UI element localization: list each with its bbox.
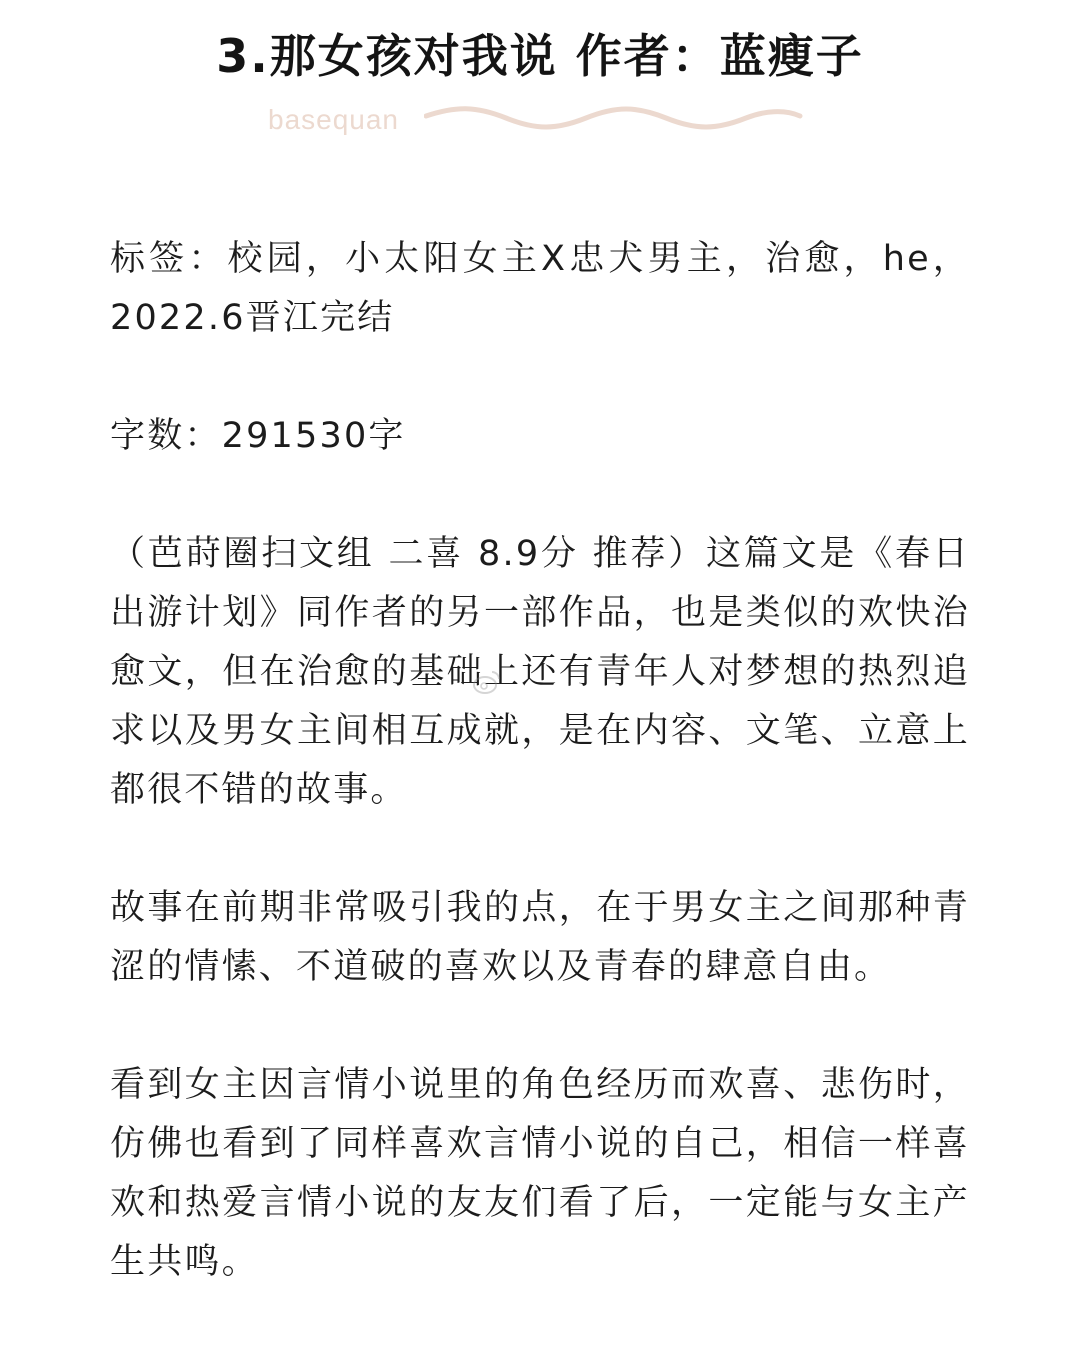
wave-decoration [424,104,804,138]
tags-paragraph: 标签：校园，小太阳女主X忠犬男主，治愈，he，2022.6晋江完结 [110,239,970,338]
brand-watermark: basequan [268,104,400,135]
page-title: 3.那女孩对我说 作者：蓝瘦子 [216,29,864,83]
resonance-paragraph: 看到女主因言情小说里的角色经历而欢喜、悲伤时，仿佛也看到了同样喜欢言情小说的自己，相信一样喜欢和热爱言情小说的友友们看了后，一定能与女主产生共鸣。 [110,1065,970,1282]
story-paragraph: 故事在前期非常吸引我的点，在于男女主之间那种青涩的情愫、不道破的喜欢以及青春的肆意自由。 [110,888,970,987]
recommendation-paragraph: （芭莳圈扫文组 二喜 8.9分 推荐）这篇文是《春日出游计划》同作者的另一部作品，也是类似的欢快治愈文，但在治愈的基础上还有青年人对梦想的热烈追求以及男女主间相互成就，是在内容、文笔、立意上都很不错的故事。 [110,534,970,810]
word-count-paragraph: 字数：291530字 [110,416,406,456]
article-body [110,230,970,1351]
